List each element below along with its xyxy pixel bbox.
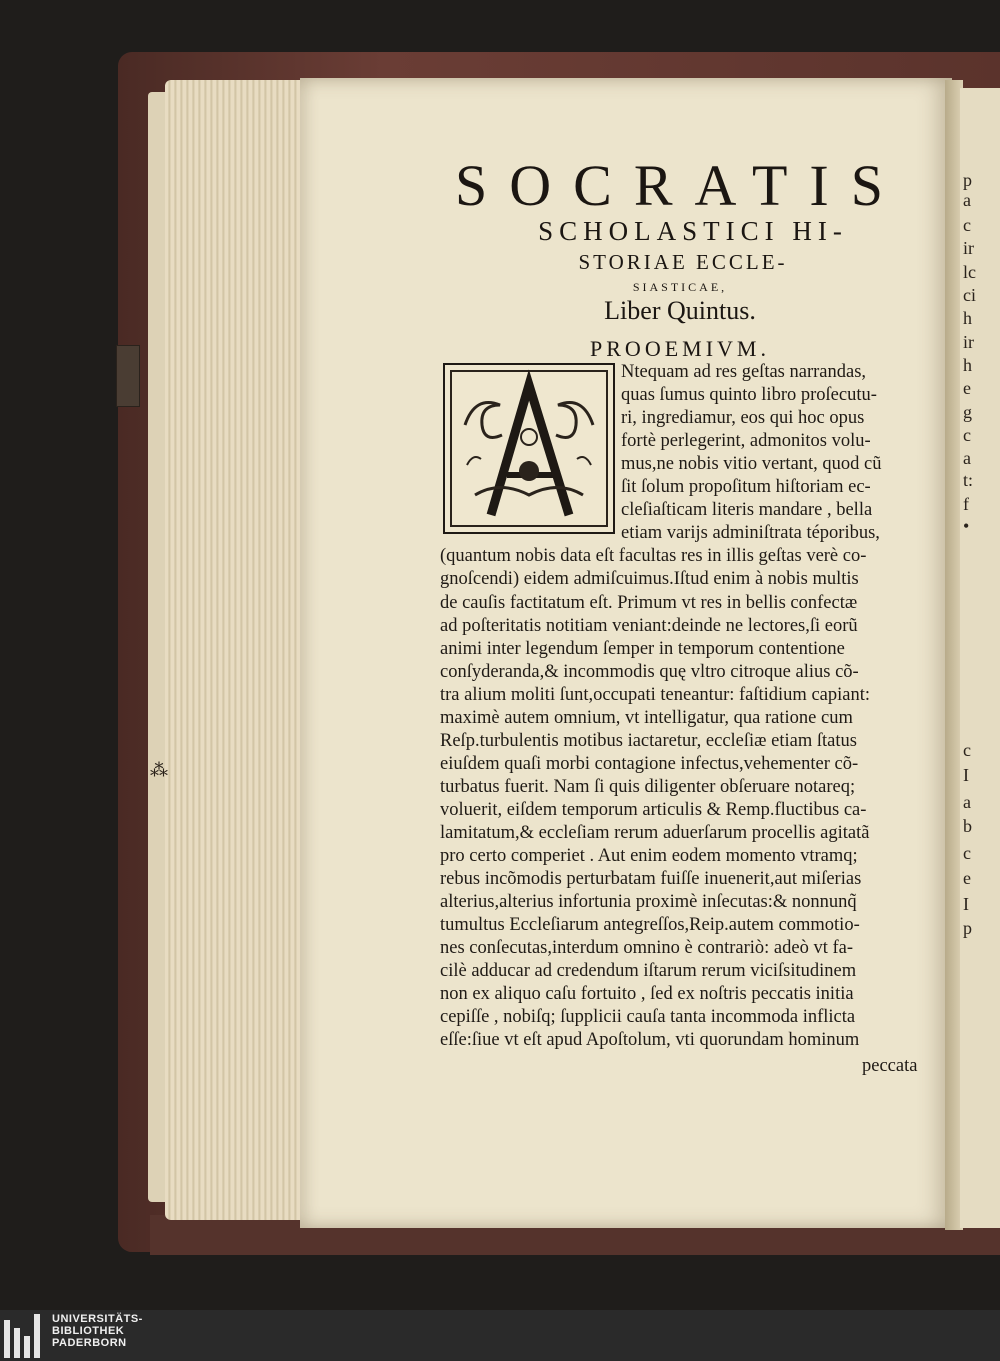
- text-line: eſſe:ſiue vt eſt apud Apoſtolum, vti quorundam hominum: [440, 1030, 860, 1051]
- text-line: eiuſdem quaſi morbi contagione infectus,vehementer cõ-: [440, 753, 859, 774]
- library-name-line-2: BIBLIOTHEK: [52, 1325, 125, 1337]
- right-page-fragment: c: [963, 425, 971, 445]
- right-page-fragment: ir: [963, 332, 974, 352]
- right-page-fragment: a: [963, 792, 971, 812]
- text-line: voluerit, eiſdem temporum articulis & Remp.fluctibus ca-: [440, 799, 867, 820]
- right-page-fragment: b: [963, 816, 972, 836]
- text-line: fortè perlegerint, admonitos volu-: [621, 431, 871, 452]
- title-line-3: STORIAE ECCLE-: [578, 250, 788, 274]
- title-author: SOCRATIS: [455, 153, 905, 218]
- right-page-fragment: e: [963, 378, 971, 398]
- right-page-fragment: c: [963, 843, 971, 863]
- right-page-fragment: h: [963, 355, 972, 375]
- right-page-fragment: a: [963, 448, 971, 468]
- library-name-line-3: PADERBORN: [52, 1337, 127, 1349]
- text-line: alterius,alterius infortunia proximè inſecutas:& nonnunq̃: [440, 892, 857, 913]
- right-page: [960, 88, 1000, 1228]
- right-page-fragment: a: [963, 190, 971, 210]
- text-line: rebus incõmodis perturbatam fuiſſe inuenerit,aut miſerias: [440, 869, 862, 890]
- text-line: de cauſis factitatum eſt. Primum vt res in bellis confectæ: [440, 592, 858, 613]
- text-line: Ntequam ad res geſtas narrandas,: [621, 362, 867, 382]
- text-line: gnoſcendi) eidem admiſcuimus.Iſtud enim à nobis multis: [440, 569, 859, 590]
- library-name: [52, 1313, 143, 1349]
- text-line: tra alium moliti ſunt,occupati teneantur: faſtidium capiant:: [440, 684, 870, 705]
- right-page-fragment: c: [963, 215, 971, 235]
- text-line: (quantum nobis data eſt facultas res in illis geſtas verè co-: [440, 546, 867, 567]
- text-line: cilè adducar ad credendum iſtarum rerum viciſsitudinem: [440, 961, 857, 982]
- right-page-fragment: t:: [963, 470, 974, 490]
- text-line: cleſiaſticam literis mandare , bella: [621, 500, 873, 521]
- text-line: lamitatum,& eccleſiam rerum aduerſarum procellis agitatã: [440, 823, 870, 843]
- text-line: animi inter legendum ſemper in temporum contentione: [440, 638, 845, 659]
- text-line: turbatus fuerit. Nam ſi quis diligenter obſeruare notareq;: [440, 776, 856, 797]
- right-page-fragment: I: [963, 894, 969, 914]
- text-line: Reſp.turbulentis motibus iactaretur, eccleſiæ etiam ſtatus: [440, 730, 857, 751]
- right-page-fragment: e: [963, 868, 971, 888]
- right-page-fragment: lc: [963, 262, 976, 282]
- text-line: conſyderanda,& incommodis quę vltro citroque alius cõ-: [440, 661, 859, 682]
- library-logo-icon: [4, 1314, 44, 1358]
- text-line: ri, ingrediamur, eos qui hoc opus: [621, 408, 865, 429]
- right-page-fragment: p: [963, 170, 972, 190]
- library-name-line-1: UNIVERSITÄTS-: [52, 1313, 143, 1325]
- right-page-fragment: h: [963, 308, 972, 328]
- title-line-2: SCHOLASTICI HI-: [538, 216, 848, 246]
- text-line: nes conſecutas,interdum omnino è contrariò: adeò vt fa-: [440, 938, 854, 959]
- text-line: cepiſſe , nobiſq; ſupplicii cauſa tanta incommoda inflicta: [440, 1007, 856, 1028]
- text-line: pro certo comperiet . Aut enim eodem momento vtramq;: [440, 846, 858, 867]
- text-line: non ex aliquo caſu fortuito , ſed ex noſtris peccatis initia: [440, 984, 854, 1005]
- text-line: ad poſteritatis notitiam veniant:deinde ne lectores,ſi eorũ: [440, 615, 858, 636]
- catchword: peccata: [862, 1056, 918, 1076]
- page-edges: [165, 80, 305, 1220]
- text-line: mus,ne nobis vitio vertant, quod cũ: [621, 454, 882, 475]
- text-line: quas ſumus quinto libro proſecutu-: [621, 385, 877, 406]
- right-page-fragment: ci: [963, 285, 976, 305]
- clasp-icon: [116, 345, 140, 407]
- right-page-fragment: I: [963, 765, 969, 785]
- right-page-fragment: g: [963, 402, 972, 422]
- stain-mark: ⁂: [150, 760, 168, 781]
- book-number: Liber Quintus.: [604, 296, 756, 325]
- right-page-fragment: f: [963, 494, 969, 514]
- text-line: tumultus Eccleſiarum antegreſſos,Reip.autem commotio-: [440, 915, 860, 936]
- text-line: etiam varijs adminiſtrata téporibus,: [621, 523, 880, 544]
- right-page-fragment: •: [963, 516, 970, 536]
- text-line: maximè autem omnium, vt intelligatur, qua ratione cum: [440, 707, 853, 728]
- text-line: ſit ſolum propoſitum hiſtoriam ec-: [621, 477, 871, 498]
- right-page-fragment: p: [963, 918, 972, 938]
- footer-bar: [0, 1310, 1000, 1361]
- title-line-4: SIASTICAE,: [632, 280, 728, 294]
- right-page-fragment: ir: [963, 238, 974, 258]
- section-heading: PROOEMIVM.: [590, 336, 770, 361]
- decorated-initial-a-icon: [443, 363, 615, 534]
- right-page-fragment: c: [963, 740, 971, 760]
